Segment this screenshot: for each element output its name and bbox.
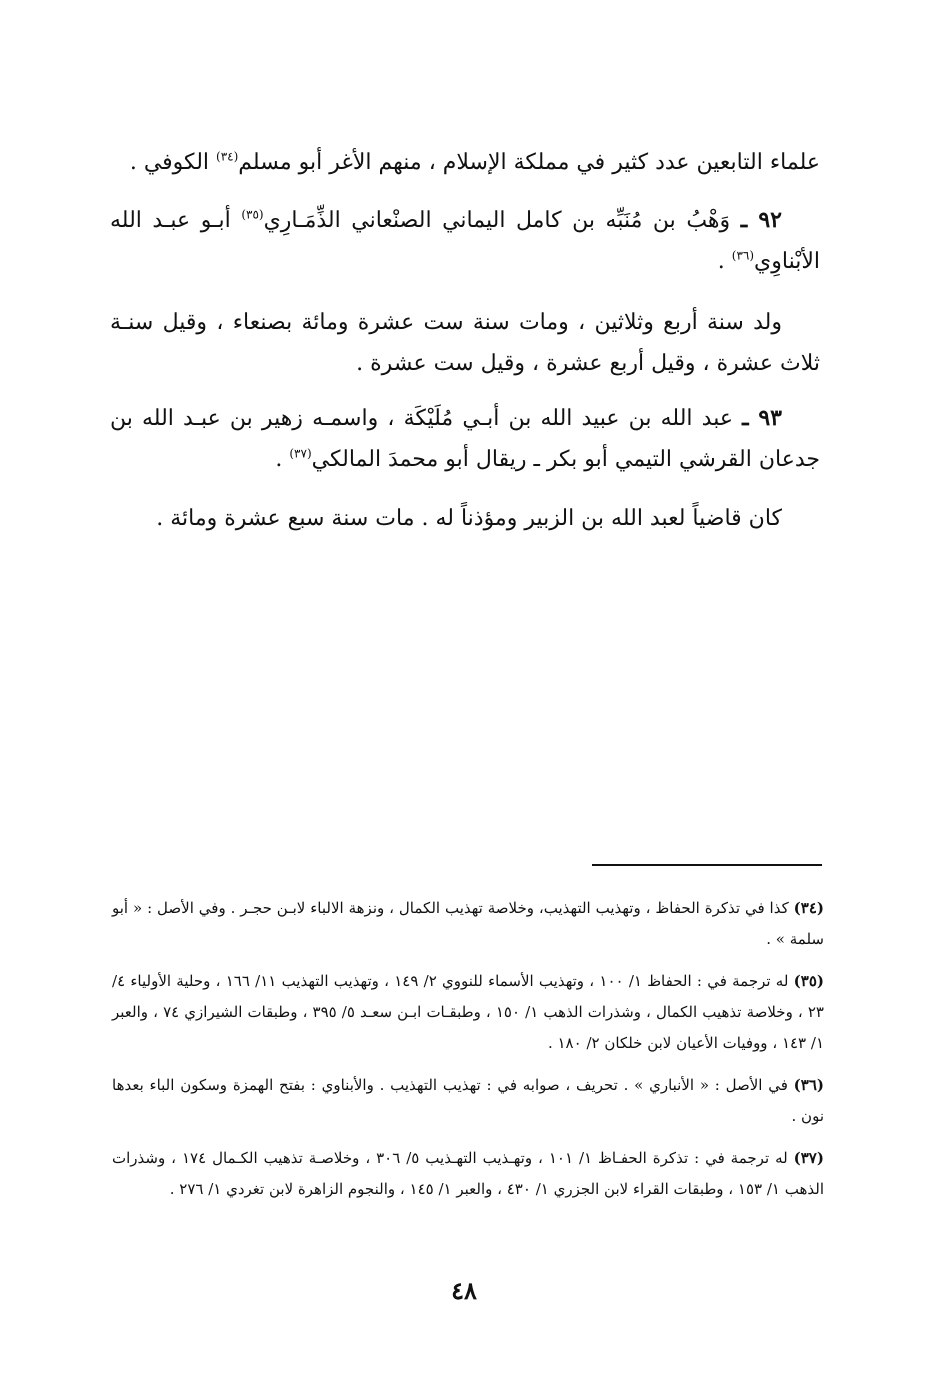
entry-number-93: ٩٣ ـ xyxy=(742,405,782,431)
entry-93-bio: كان قاضياً لعبد الله بن الزبير ومؤذناً له . مات سنة سبع عشرة ومائة . xyxy=(156,506,782,531)
entry-number-92: ٩٢ ـ xyxy=(740,207,782,233)
footnote-text: كذا في تذكرة الحفاظ ، وتهذيب التهذيب، وخلاصة تهذيب الكمال ، ونزهة الالباء لابـن حجـر . وفي الأصل : « أبو سلمة » . xyxy=(112,899,824,948)
footnote-ref-36[interactable]: (٣٦) xyxy=(731,248,755,263)
entry-93 xyxy=(110,398,820,480)
footnote-number: (٣٥) xyxy=(793,972,825,990)
paragraph-intro xyxy=(110,142,820,183)
intro-text: علماء التابعين عدد كثير في مملكة الإسلام ، منهم الأغر أبو مسلم xyxy=(238,150,820,175)
footnote-ref-34[interactable]: (٣٤) xyxy=(216,149,239,164)
footnote-text: في الأصل : « الأنباري » . تحريف ، صوابه في : تهذيب التهذيب . والأبناوي : بفتح الهمزة وسكون الباء بعدها نون . xyxy=(112,1076,824,1125)
intro-tail: الكوفي . xyxy=(129,150,217,175)
entry-92 xyxy=(110,200,820,282)
entry-93-tail: . xyxy=(275,447,290,472)
footnote-text: له ترجمة في : تذكرة الحفـاظ ١/ ١٠١ ، وتهـذيب التهـذيب ٥/ ٣٠٦ ، وخلاصـة تذهيب الكـمال ١٧٤ ، وشذرات الذهب ١/ ١٥٣ ، وطبقات القراء لابن الجزري ١/ ٤٣٠ ، والعبر ١/ ١٤٥ ، والنجوم الزاهرة لابن تغردي ١/ ٢٧٦ . xyxy=(112,1149,824,1198)
footnote-35 xyxy=(112,966,824,1059)
footnote-34 xyxy=(112,893,824,955)
footnote-37 xyxy=(112,1143,824,1205)
footnote-separator xyxy=(592,864,822,866)
footnote-number: (٣٧) xyxy=(793,1149,824,1167)
entry-92-dates: ولد سنة أربع وثلاثين ، ومات سنة ست عشرة ومائة بصنعاء ، وقيل سنـة ثلاث عشرة ، وقيل أربع عشرة ، وقيل ست عشرة . xyxy=(110,310,820,376)
footnote-number: (٣٤) xyxy=(793,899,824,917)
footnote-36 xyxy=(112,1070,824,1132)
footnote-ref-37[interactable]: (٣٧) xyxy=(289,446,312,461)
footnote-number: (٣٦) xyxy=(793,1076,824,1094)
footnote-ref-35[interactable]: (٣٥) xyxy=(241,207,264,222)
entry-92-name: وَهْبُ بن مُنَبِّه بن كامل اليماني الصنْعاني الذِّمَـارِي xyxy=(263,208,741,233)
entry-93-name: عبد الله بن عبيد الله بن أبـي مُلَيْكَة ، واسمـه زهير بن عبـد الله بن جدعان القرشي التيمي أبو بكر ـ ريقال أبو محمدَ المالكي xyxy=(110,406,820,472)
footnote-text: له ترجمة في : الحفاظ ١/ ١٠٠ ، وتهذيب الأسماء للنووي ٢/ ١٤٩ ، وتهذيب التهذيب ١١/ ١٦٦ ، وحلية الأولياء ٤/ ٢٣ ، وخلاصة تذهيب الكمال ، وشذرات الذهب ١/ ١٥٠ ، وطبقـات ابـن سعـد ٥/ ٣٩٥ ، وطبقات الشيرازي ٧٤ ، والعبر ١/ ١٤٣ ، ووفيات الأعيان لابن خلكان ٢/ ١٨٠ . xyxy=(112,972,824,1052)
page-number: ٤٨ xyxy=(451,1276,477,1305)
entry-92-tail: . xyxy=(717,249,732,274)
entry-92-kunya: أبـو عبـد الله الأبْناوِي xyxy=(110,208,820,274)
